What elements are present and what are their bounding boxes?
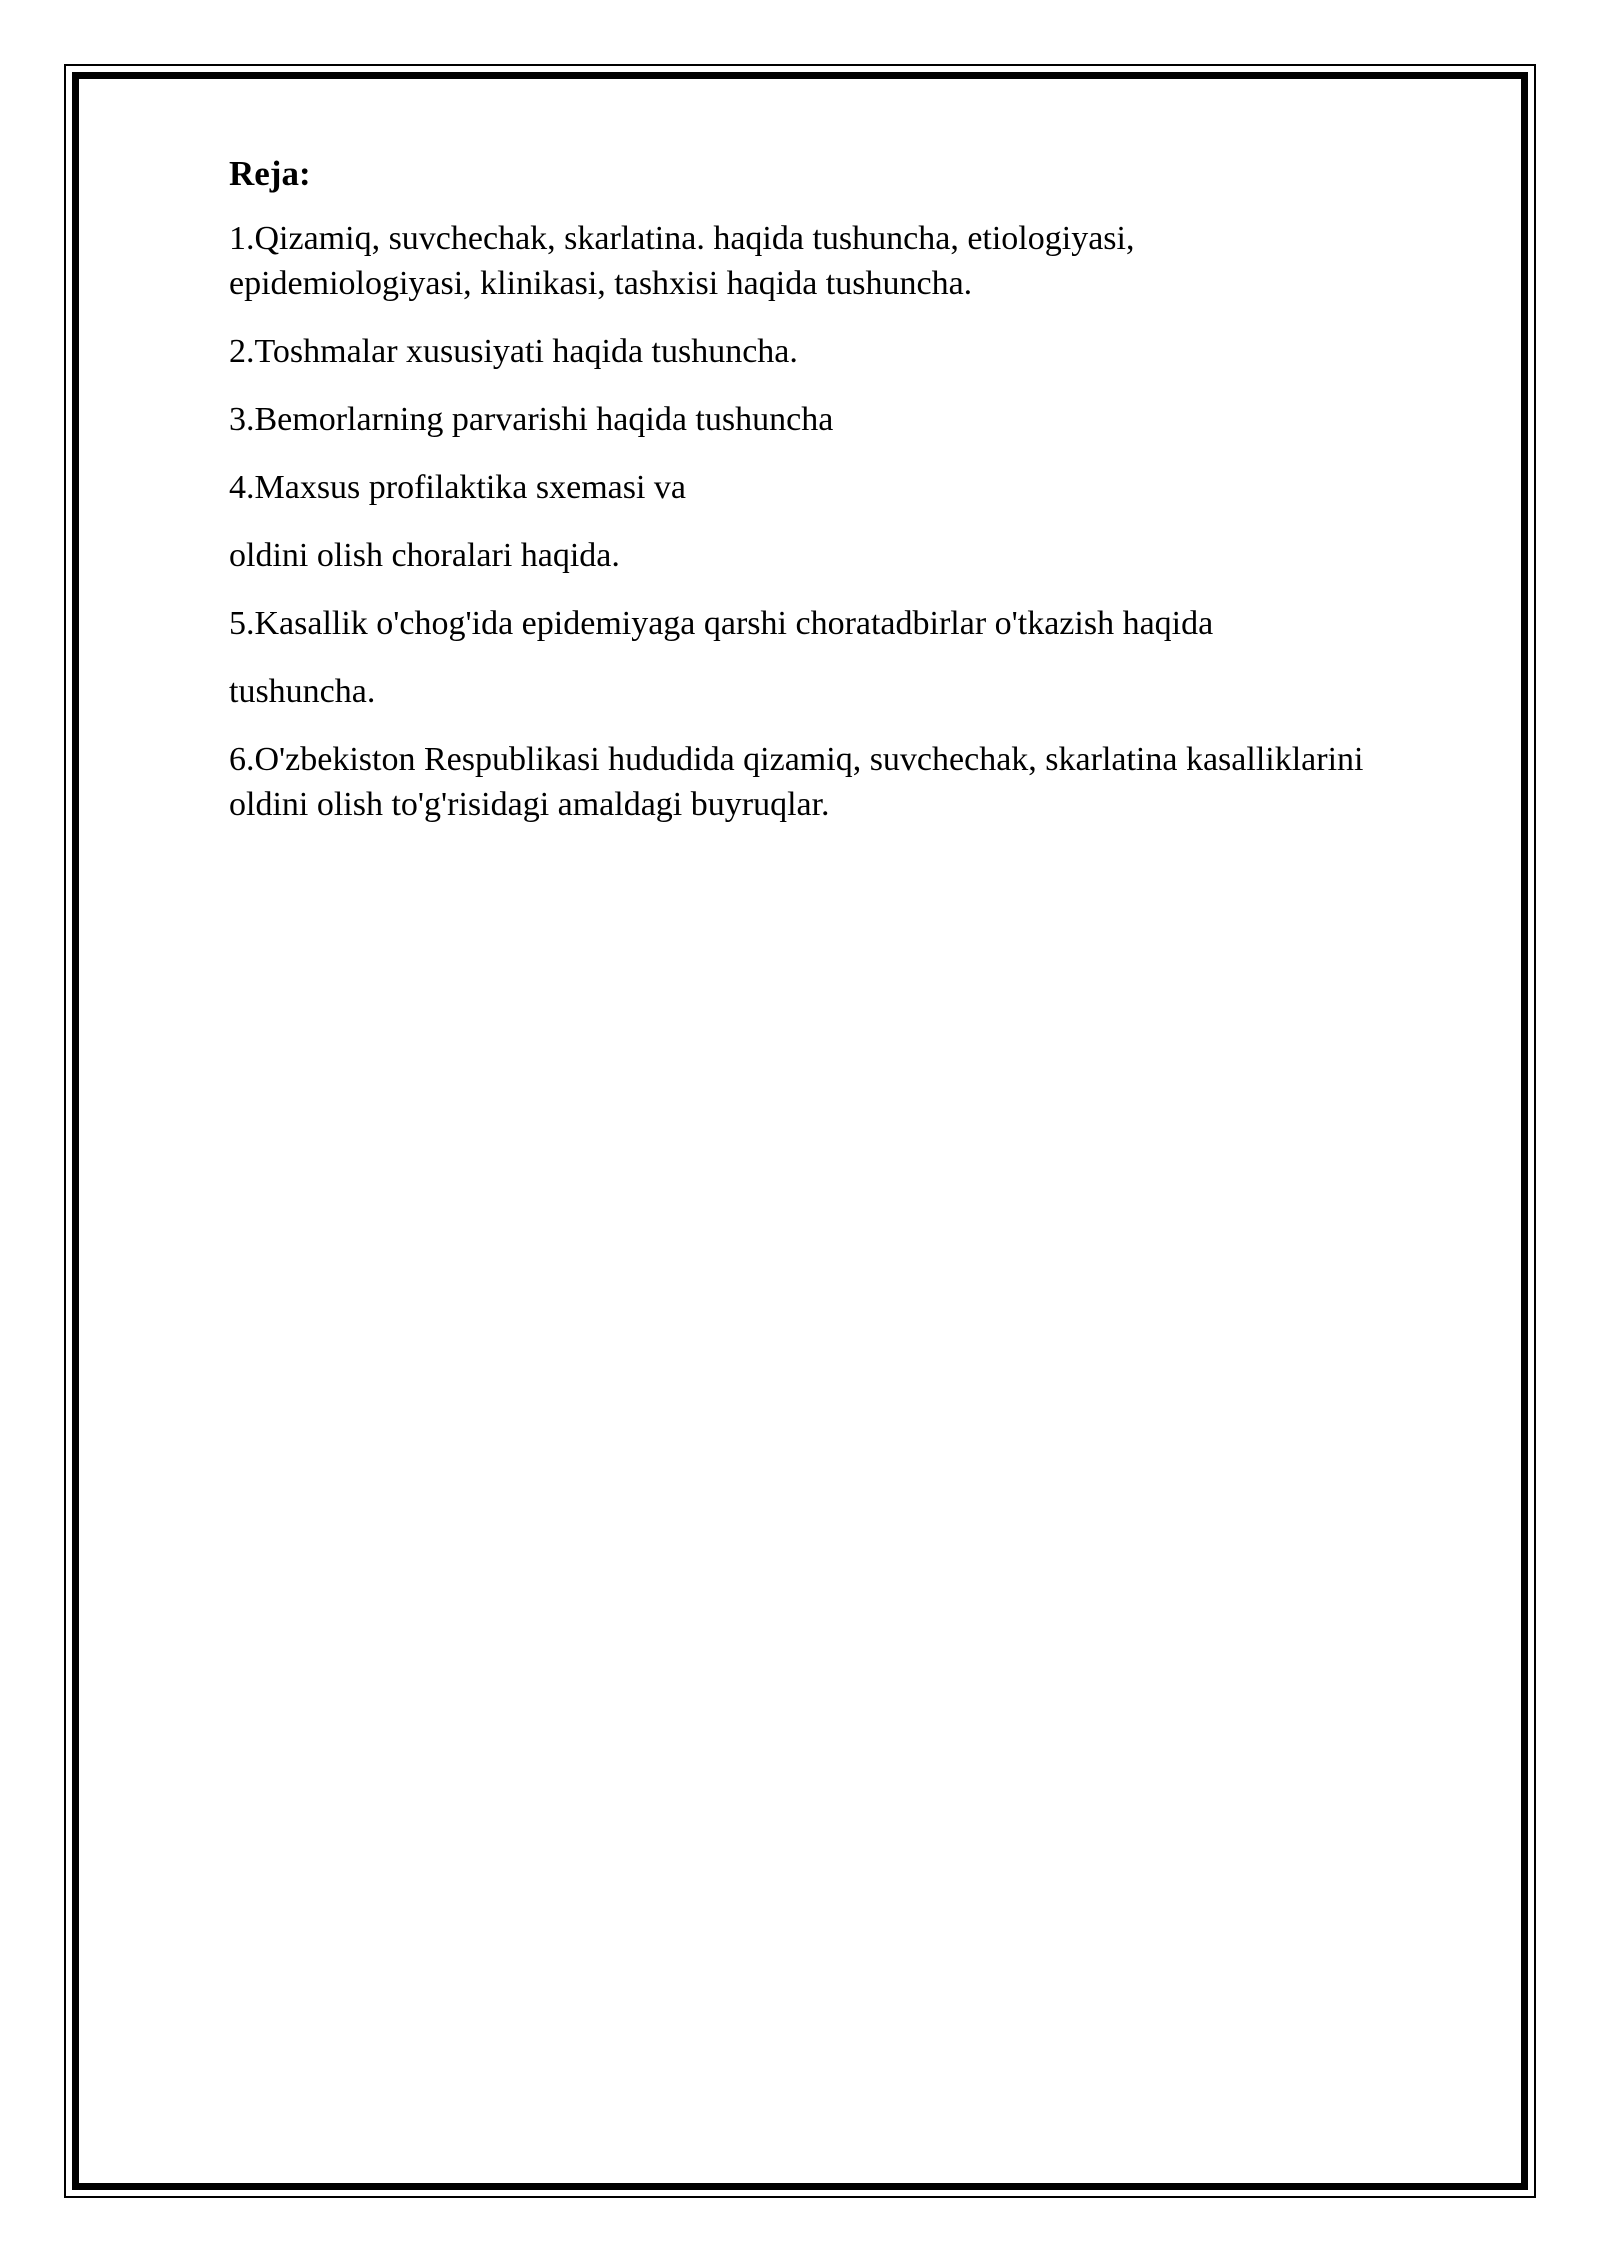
plan-item-2: 2.Toshmalar xususiyati haqida tushuncha.: [229, 333, 798, 370]
plan-item-1-line-2: epidemiologiyasi, klinikasi, tashxisi haqida tushuncha.: [229, 265, 973, 302]
plan-item-6-line-1: 6.O'zbekiston Respublikasi hududida qizamiq, suvchechak, skarlatina kasalliklarini: [229, 741, 1364, 778]
plan-item-4: 4.Maxsus profilaktika sxemasi va: [229, 469, 687, 506]
plan-item-6-line-2: oldini olish to'g'risidagi amaldagi buyruqlar.: [229, 786, 830, 823]
plan-item-5-continuation: tushuncha.: [229, 673, 376, 710]
document-title: Reja:: [229, 154, 311, 193]
plan-item-1-line-1: 1.Qizamiq, suvchechak, skarlatina. haqida tushuncha, etiologiyasi,: [229, 220, 1135, 257]
plan-item-4-continuation: oldini olish choralari haqida.: [229, 537, 620, 574]
plan-item-6: [229, 737, 1529, 827]
plan-item-1: [229, 216, 1529, 306]
plan-item-3: 3.Bemorlarning parvarishi haqida tushuncha: [229, 401, 834, 438]
plan-item-5: 5.Kasallik o'chog'ida epidemiyaga qarshi choratadbirlar o'tkazish haqida: [229, 605, 1214, 642]
document-body: [229, 152, 1529, 850]
